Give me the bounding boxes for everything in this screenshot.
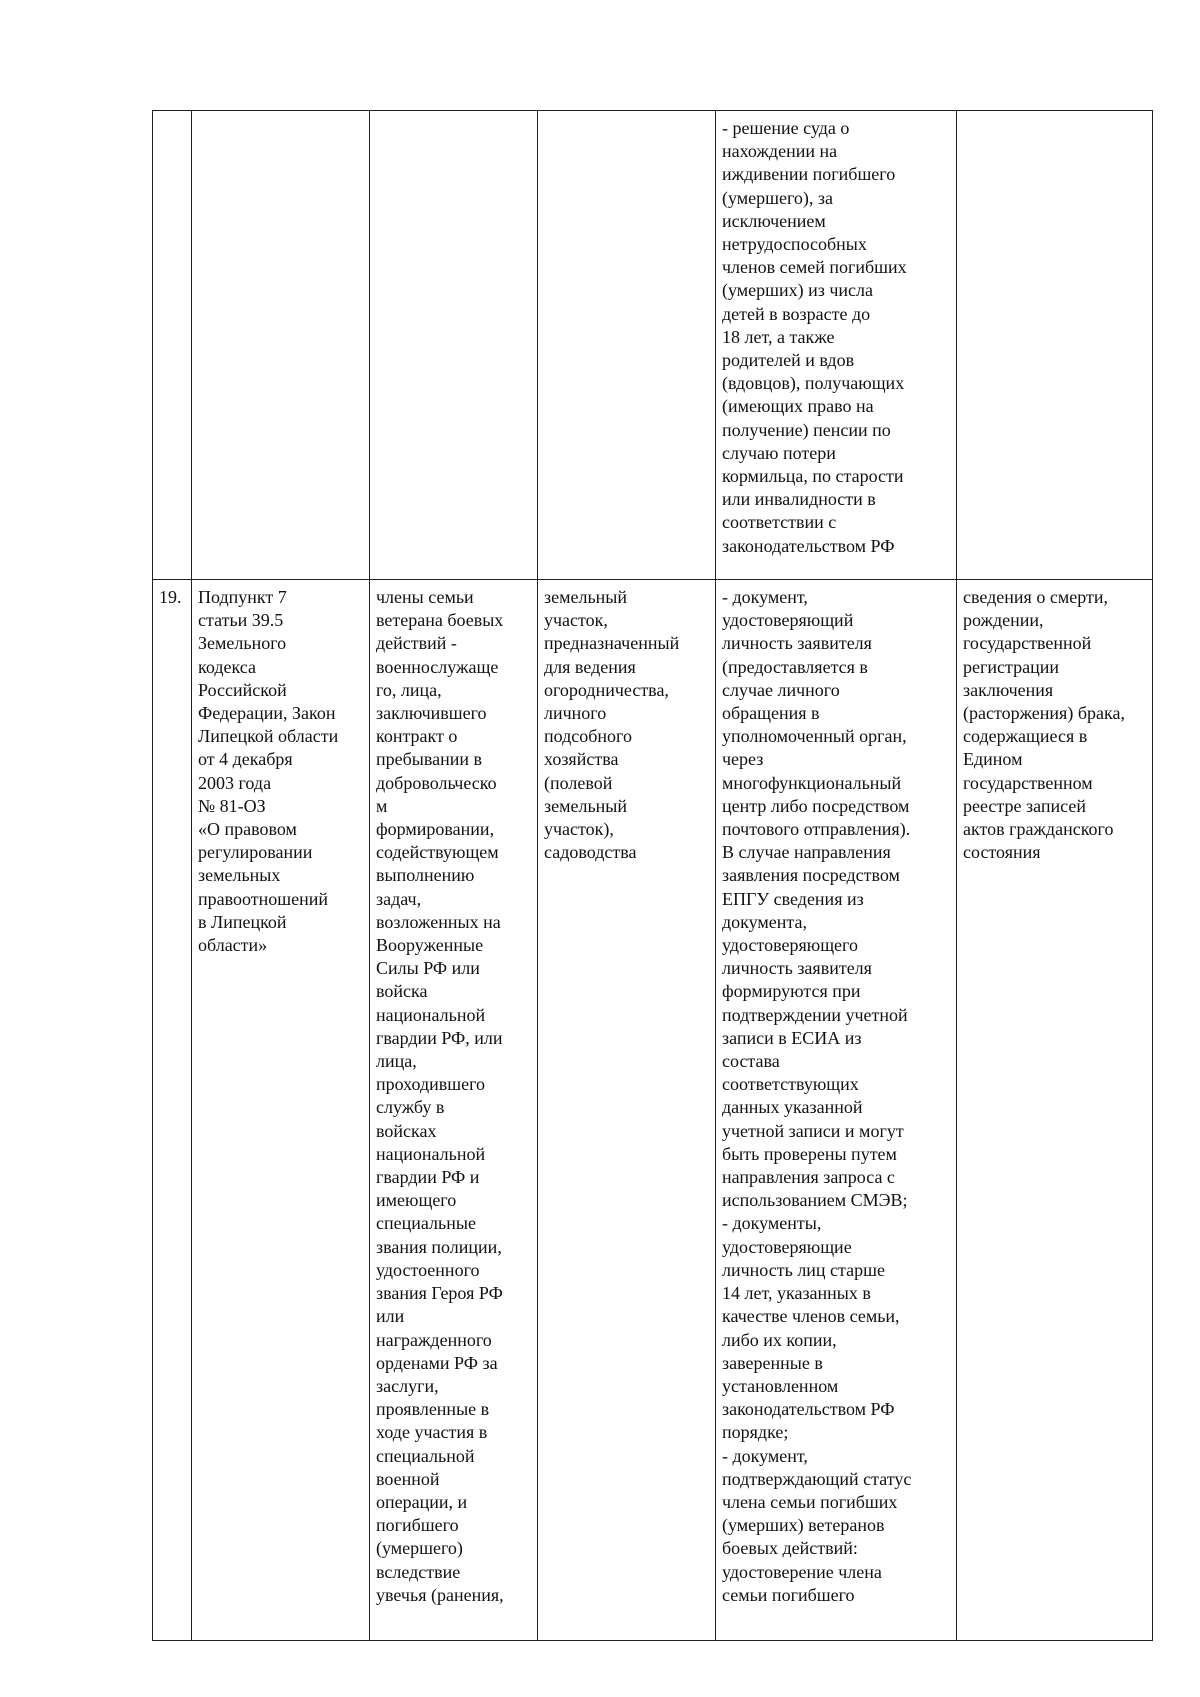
- legal-basis-cell: Подпункт 7 статьи 39.5 Земельного кодекса Российской Федерации, Закон Липецкой области от 4 декабря 2003 года № 81-ОЗ «О правовом регулировании земельных правоотношений в Липецкой области»: [192, 580, 370, 1641]
- land-plot-cell: [538, 111, 716, 580]
- legal-basis-cell: [192, 111, 370, 580]
- row-number-cell: [153, 111, 192, 580]
- document-table: [152, 110, 1153, 1641]
- applicant-category-cell: члены семьи ветерана боевых действий - военнослужаще го, лица, заключившего контракт о пребывании в добровольческо м формировании, содействующем выполнению задач, возложенных на Вооруженные Силы РФ или войска национальной гвардии РФ, или лица, проходившего службу в войсках национальной гвардии РФ и имеющего специальные звания полиции, удостоенного звания Героя РФ или награжденного орденами РФ за заслуги, проявленные в ходе участия в специальной военной операции, и погибшего (умершего) вследствие увечья (ранения,: [370, 580, 538, 1641]
- requested-info-cell: сведения о смерти, рождении, государственной регистрации заключения (расторжения) брака, содержащиеся в Едином государственном реестре записей актов гражданского состояния: [957, 580, 1153, 1641]
- required-documents-cell: - решение суда о нахождении на иждивении погибшего (умершего), за исключением нетрудоспособных членов семей погибших (умерших) из числа детей в возрасте до 18 лет, а также родителей и вдов (вдовцов), получающих (имеющих право на получение) пенсии по случаю потери кормильца, по старости или инвалидности в соответствии с законодательством РФ: [716, 111, 957, 580]
- land-plot-cell: земельный участок, предназначенный для ведения огородничества, личного подсобного хозяйства (полевой земельный участок), садоводства: [538, 580, 716, 1641]
- table-row: [153, 111, 1153, 580]
- requested-info-cell: [957, 111, 1153, 580]
- applicant-category-cell: [370, 111, 538, 580]
- row-number-cell: 19.: [153, 580, 192, 1641]
- table-row: [153, 580, 1153, 1641]
- required-documents-cell: - документ, удостоверяющий личность заявителя (предоставляется в случае личного обращения в уполномоченный орган, через многофункциональный центр либо посредством почтового отправления). В случае направления заявления посредством ЕПГУ сведения из документа, удостоверяющего личность заявителя формируются при подтверждении учетной записи в ЕСИА из состава соответствующих данных указанной учетной записи и могут быть проверены путем направления запроса с использованием СМЭВ; - документы, удостоверяющие личность лиц старше 14 лет, указанных в качестве членов семьи, либо их копии, заверенные в установленном законодательством РФ порядке; - документ, подтверждающий статус члена семьи погибших (умерших) ветеранов боевых действий: удостоверение члена семьи погибшего: [716, 580, 957, 1641]
